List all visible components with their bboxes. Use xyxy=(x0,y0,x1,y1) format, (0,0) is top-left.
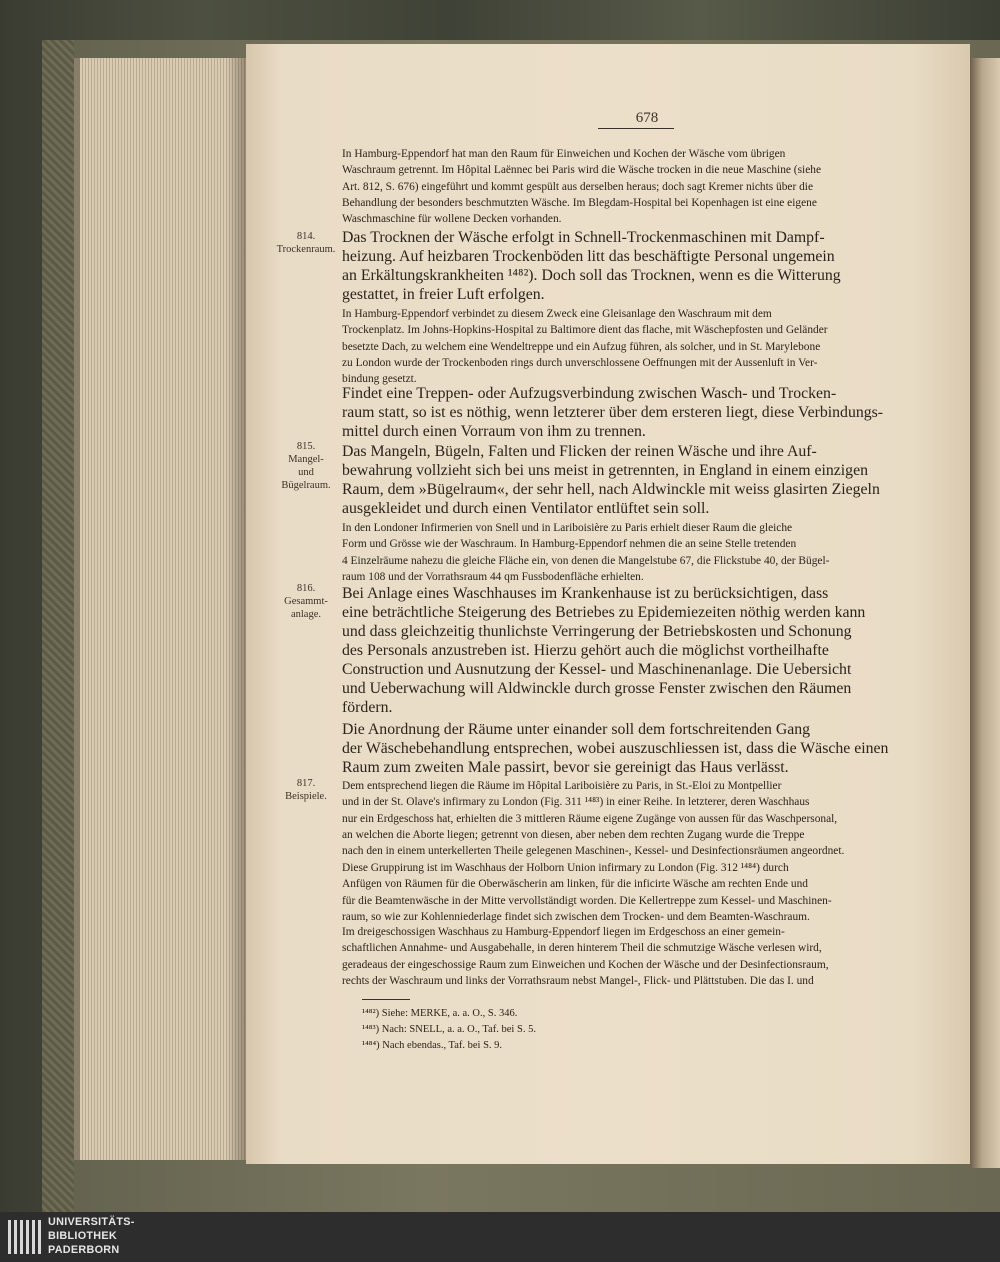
paragraph-large: Das Mangeln, Bügeln, Falten und Flicken der reinen Wäsche und ihre Auf- bewahrung vollzieht sich bei uns meist in getrennten, in England in einem einzigen Raum, dem »Bügelraum«, der sehr hell, nach Aldwinckle mit weiss glasirten Ziegeln ausgekleidet und durch einen Ventilator entlüftet sein soll. xyxy=(342,443,880,517)
page-number: 678 xyxy=(635,110,659,126)
margin-note: 816. Gesammt- anlage. xyxy=(284,583,328,620)
footnote: ¹⁴⁸⁴) Nach ebendas., Taf. bei S. 9. xyxy=(362,1040,503,1051)
margin-note: 815. Mangel- und Bügelraum. xyxy=(281,441,331,491)
book-cover-texture xyxy=(42,40,74,1212)
page-number-rule xyxy=(598,128,674,129)
margin-note: 814. Trockenraum. xyxy=(276,231,336,255)
gutter-shadow xyxy=(226,58,248,1160)
library-footer-bar xyxy=(0,1212,1000,1262)
paragraph-small: Diese Gruppirung ist im Waschhaus der Holborn Union infirmary zu London (Fig. 312 ¹⁴⁸⁴) durch Anfügen von Räumen für die Oberwäscherin am linken, für die inficirte Wäsche am rechten Ende und für die Beamtenwäsche in der Mitte vervollständigt worden. Die Kellertreppe zum Kessel- und Maschinen- raum, so wie zur Kohlenniederlage findet sich zwischen dem Trocken- und dem Beamten-Waschraum. xyxy=(342,862,832,923)
paragraph-small: In Hamburg-Eppendorf hat man den Raum für Einweichen und Kochen der Wäsche vom übrigen Waschraum getrennt. Im Hôpital Laënnec bei Paris wird die Wäsche trocken in die neue Maschine (siehe Art. 812, S. 676) eingeführt und kommt gespült aus derselben heraus; doch sagt Kremer nichts über die Behandlung der besonders beschmutzten Wäsche. Im Blegdam-Hospital bei Kopenhagen ist eine eigene Waschmaschine für wollene Decken vorhanden. xyxy=(342,148,822,226)
paragraph-small: Dem entsprechend liegen die Räume im Hôpital Lariboisière zu Paris, in St.-Eloi zu Montpellier und in der St. Olave's infirmary zu London (Fig. 311 ¹⁴⁸³) in einer Reihe. In letzterer, deren Waschhaus nur ein Erdgeschoss hat, erhielten die 3 mittleren Räume eigene Zugänge von aussen für das Waschpersonal, an welchen die Aborte liegen; getrennt von diesen, aber neben dem rechten Zugang wurde die Treppe nach den in einem unterkellerten Theile gelegenen Maschinen-, Kessel- und Desinfectionsräumen angeordnet. xyxy=(342,780,845,858)
page-edges xyxy=(74,58,246,1160)
paragraph-small: In Hamburg-Eppendorf verbindet zu diesem Zweck eine Gleisanlage den Waschraum mit dem Trockenplatz. Im Johns-Hopkins-Hospital zu Baltimore dient das flache, mit Wäschepfosten und Geländer besetzte Dach, zu welchem eine Wendeltreppe und ein Aufzug führen, als solcher, und in St. Marylebone zu London wurde der Trockenboden rings durch unverschlossene Oeffnungen mit der Aussenluft in Ver- bindung gesetzt. xyxy=(342,308,828,386)
footnote: ¹⁴⁸³) Nach: SNELL, a. a. O., Taf. bei S. 5. xyxy=(362,1024,536,1035)
paragraph-large: Findet eine Treppen- oder Aufzugsverbindung zwischen Wasch- und Trocken- raum statt, so ist es nöthig, wenn letzterer über dem ersteren liegt, diese Verbindungs- mittel durch einen Vorraum von ihm zu trennen. xyxy=(342,385,884,440)
paragraph-large: Das Trocknen der Wäsche erfolgt in Schnell-Trockenmaschinen mit Dampf- heizung. Auf heizbaren Trockenböden litt das beschäftigte Personal ungemein an Erkältungskrankheiten ¹⁴⁸²). Doch soll das Trocknen, wenn es die Witterung gestattet, in freier Luft erfolgen. xyxy=(342,229,841,303)
paragraph-large: Die Anordnung der Räume unter einander soll dem fortschreitenden Gang der Wäschebehandlung entsprechen, wobei auszuschliessen ist, dass die Wäsche einen Raum zum zweiten Male passirt, bevor sie gereinigt das Haus verlässt. xyxy=(342,721,889,776)
footnote-rule xyxy=(362,999,410,1000)
book-page xyxy=(246,44,970,1164)
paragraph-small: In den Londoner Infirmerien von Snell und in Lariboisière zu Paris erhielt dieser Raum die gleiche Form und Grösse wie der Waschraum. In Hamburg-Eppendorf nehmen die an seine Stelle tretenden 4 Einzelräume nahezu die gleiche Fläche ein, von denen die Mangelstube 67, die Flickstube 40, der Bügel- raum 108 und der Vorrathsraum 44 qm Fussbodenfläche erhielten. xyxy=(342,522,830,583)
paragraph-large: Bei Anlage eines Waschhauses im Krankenhause ist zu berücksichtigen, dass eine beträchtliche Steigerung des Betriebes zu Epidemiezeiten nöthig werden kann und dass gleichzeitig thunlichste Verringerung der Betriebskosten und Schonung des Personals anzustreben ist. Hierzu gehört auch die möglichst vortheilhafte Construction und Ausnutzung der Kessel- und Maschinenanlage. Die Uebersicht und Ueberwachung will Aldwinckle durch grosse Fenster zwischen den Räumen fördern. xyxy=(342,585,866,716)
next-page-edge xyxy=(970,58,1000,1168)
footnote: ¹⁴⁸²) Siehe: MERKE, a. a. O., S. 346. xyxy=(362,1008,518,1019)
library-logo-text: UNIVERSITÄTS- BIBLIOTHEK PADERBORN xyxy=(48,1216,135,1256)
margin-note: 817. Beispiele. xyxy=(285,778,327,802)
paragraph-small: Im dreigeschossigen Waschhaus zu Hamburg-Eppendorf liegen im Erdgeschoss an einer gemein- schaftlichen Annahme- und Ausgabehalle, in deren hinterem Theil die schmutzige Wäsche verlesen wird, geradeaus der eingeschossige Raum zum Einweichen und Kochen der Wäsche und der Desinfectionsraum, rechts der Waschraum und links der Vorrathsraum nebst Mangel-, Flick- und Plättstuben. Die das I. und xyxy=(342,926,829,987)
